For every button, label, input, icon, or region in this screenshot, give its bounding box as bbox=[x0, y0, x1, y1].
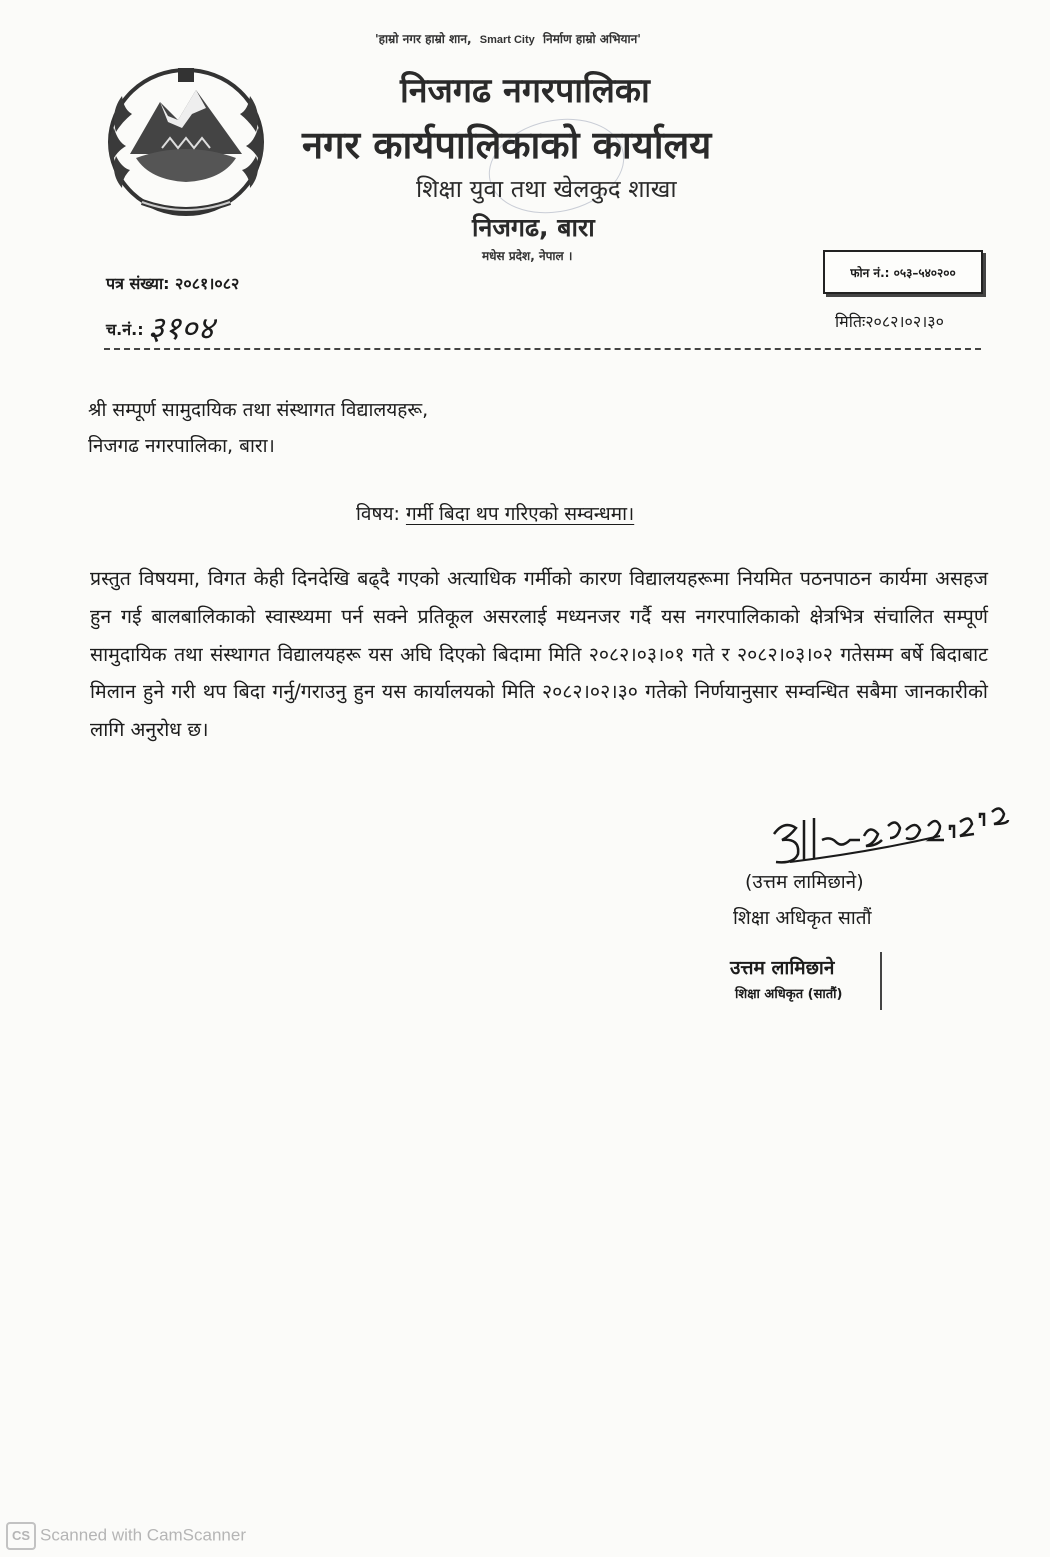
camscanner-logo-icon: CS bbox=[6, 1522, 36, 1550]
slogan-left: 'हाम्रो नगर हाम्रो शान, bbox=[375, 32, 472, 46]
dispatch-value: ३१०४ bbox=[147, 309, 215, 347]
signatory-title: शिक्षा अधिकृत सातौं bbox=[733, 907, 872, 929]
province-country: मधेस प्रदेश, नेपाल । bbox=[482, 249, 573, 263]
subject-text: गर्मी बिदा थप गरिएको सम्वन्धमा। bbox=[405, 503, 635, 525]
stamp-title: शिक्षा अधिकृत (सातौं) bbox=[735, 987, 843, 1002]
slogan-right: निर्माण हाम्रो अभियान' bbox=[542, 32, 641, 46]
slogan-smart-city: Smart City bbox=[479, 34, 535, 46]
stamp-name: उत्तम लामिछाने bbox=[730, 957, 835, 979]
phone-box: फोन नं.: ०५३–५४०२०० bbox=[823, 250, 983, 294]
dispatch-label: च.नं.: bbox=[106, 320, 144, 339]
signatory-name: (उत्तम लामिछाने) bbox=[745, 871, 864, 893]
letter-date: मितिः२०८२।०२।३० bbox=[835, 312, 944, 331]
subject-line bbox=[356, 500, 634, 526]
letter-number: पत्र संख्या: २०८१।०८२ bbox=[106, 274, 240, 293]
nepal-emblem-icon bbox=[102, 62, 270, 220]
header-divider bbox=[104, 348, 981, 350]
municipality-name: निजगढ नगरपालिका bbox=[400, 71, 650, 111]
office-location: निजगढ, बारा bbox=[472, 213, 595, 242]
slogan bbox=[375, 30, 641, 47]
section-name: शिक्षा युवा तथा खेलकुद शाखा bbox=[416, 175, 677, 203]
recipient-line-1: श्री सम्पूर्ण सामुदायिक तथा संस्थागत विद्यालयहरू, bbox=[88, 399, 429, 421]
camscanner-text: Scanned with CamScanner bbox=[40, 1525, 247, 1545]
office-name: नगर कार्यपालिकाको कार्यालय bbox=[302, 123, 712, 167]
subject-label: विषय: bbox=[356, 503, 400, 525]
dispatch-number bbox=[106, 306, 214, 349]
letter-body: प्रस्तुत विषयमा, विगत केही दिनदेखि बढ्दै गएको अत्याधिक गर्मीको कारण विद्यालयहरूमा नियमित पठनपाठन कार्यमा असहज हुन गई बालबालिकाको स्वास्थ्यमा पर्न सक्ने प्रतिकूल असरलाई मध्यनजर गर्दै यस नगरपालिकाको क्षेत्रभित्र संचालित सम्पूर्ण सामुदायिक तथा संस्थागत विद्यालयहरू यस अघि दिएको बिदामा मिति २०८२।०३।०१ गते र २०८२।०३।०२ गतेसम्म बर्षे बिदाबाट मिलान हुने गरी थप बिदा गर्नु/गराउनु हुन यस कार्यालयको मिति २०८२।०२।३० गतेको निर्णयानुसार सम्वन्धित सबैमा जानकारीको लागि अनुरोध छ। bbox=[90, 567, 988, 742]
camscanner-watermark bbox=[6, 1522, 246, 1550]
recipient-line-2: निजगढ नगरपालिका, बारा। bbox=[88, 435, 275, 457]
handwritten-signature bbox=[760, 796, 1022, 868]
stamp-border bbox=[880, 952, 882, 1010]
